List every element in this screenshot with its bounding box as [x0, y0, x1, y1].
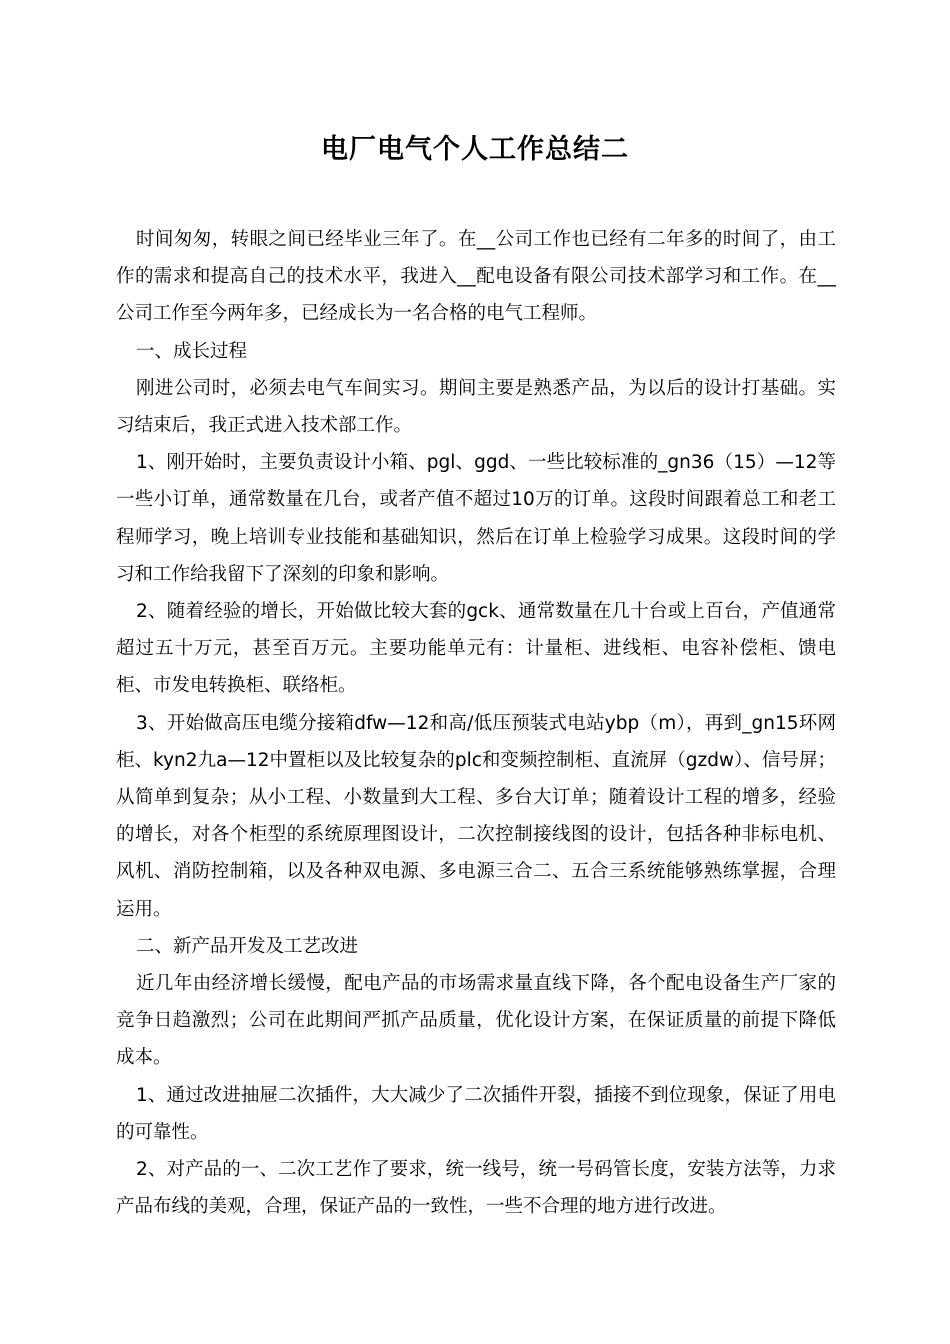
paragraph-internship: 刚进公司时，必须去电气车间实习。期间主要是熟悉产品，为以后的设计打基础。实习结束后，我正式进入技术部工作。 — [116, 377, 836, 437]
paragraph-item-2: 2、随着经验的增长，开始做比较大套的gck、通常数量在几十台或上百台，产值通常超过五十万元，甚至百万元。主要功能单元有：计量柜、进线柜、电容补偿柜、馈电柜、市发电转换柜、联络柜。 — [116, 601, 836, 697]
paragraph-item-1: 1、刚开始时，主要负责设计小箱、pgl、ggd、一些比较标准的_gn36（15）—12等一些小订单，通常数量在几台，或者产值不超过10万的订单。这段时间跟着总工和老工程师学习，晚上培训专业技能和基础知识，然后在订单上检验学习成果。这段时间的学习和工作给我留下了深刻的印象和影响。 — [116, 452, 836, 585]
paragraph-intro: 时间匆匆，转眼之间已经毕业三年了。在__公司工作也已经有二年多的时间了，由工作的需求和提高自己的技术水平，我进入__配电设备有限公司技术部学习和工作。在__公司工作至今两年多，已经成长为一名合格的电气工程师。 — [116, 229, 836, 325]
paragraph-improvement-1: 1、通过改进抽屉二次插件，大大减少了二次插件开裂，插接不到位现象，保证了用电的可靠性。 — [116, 1084, 836, 1143]
document-title: 电厂电气个人工作总结二 — [321, 134, 629, 165]
document-body — [116, 221, 836, 1225]
paragraph-improvement-2: 2、对产品的一、二次工艺作了要求，统一线号，统一号码管长度，安装方法等，力求产品布线的美观，合理，保证产品的一致性，一些不合理的地方进行改进。 — [116, 1159, 836, 1218]
section-heading-new-products: 二、新产品开发及工艺改进 — [136, 935, 359, 957]
section-heading-growth: 一、成长过程 — [136, 340, 248, 362]
paragraph-item-3: 3、开始做高压电缆分接箱dfw—12和高/低压预装式电站ybp（m），再到_gn15环网柜、kyn2九a—12中置柜以及比较复杂的plc和变频控制柜、直流屏（gzdw）、信号屏；从简单到复杂；从小工程、小数量到大工程、多台大订单；随着设计工程的增多，经验的增长，对各个柜型的系统原理图设计，二次控制接线图的设计，包括各种非标电机、风机、消防控制箱，以及各种双电源、多电源三合二、五合三系统能够熟练掌握，合理运用。 — [116, 712, 836, 920]
paragraph-market: 近几年由经济增长缓慢，配电产品的市场需求量直线下降，各个配电设备生产厂家的竞争日趋激烈；公司在此期间严抓产品质量，优化设计方案，在保证质量的前提下降低成本。 — [116, 973, 836, 1069]
